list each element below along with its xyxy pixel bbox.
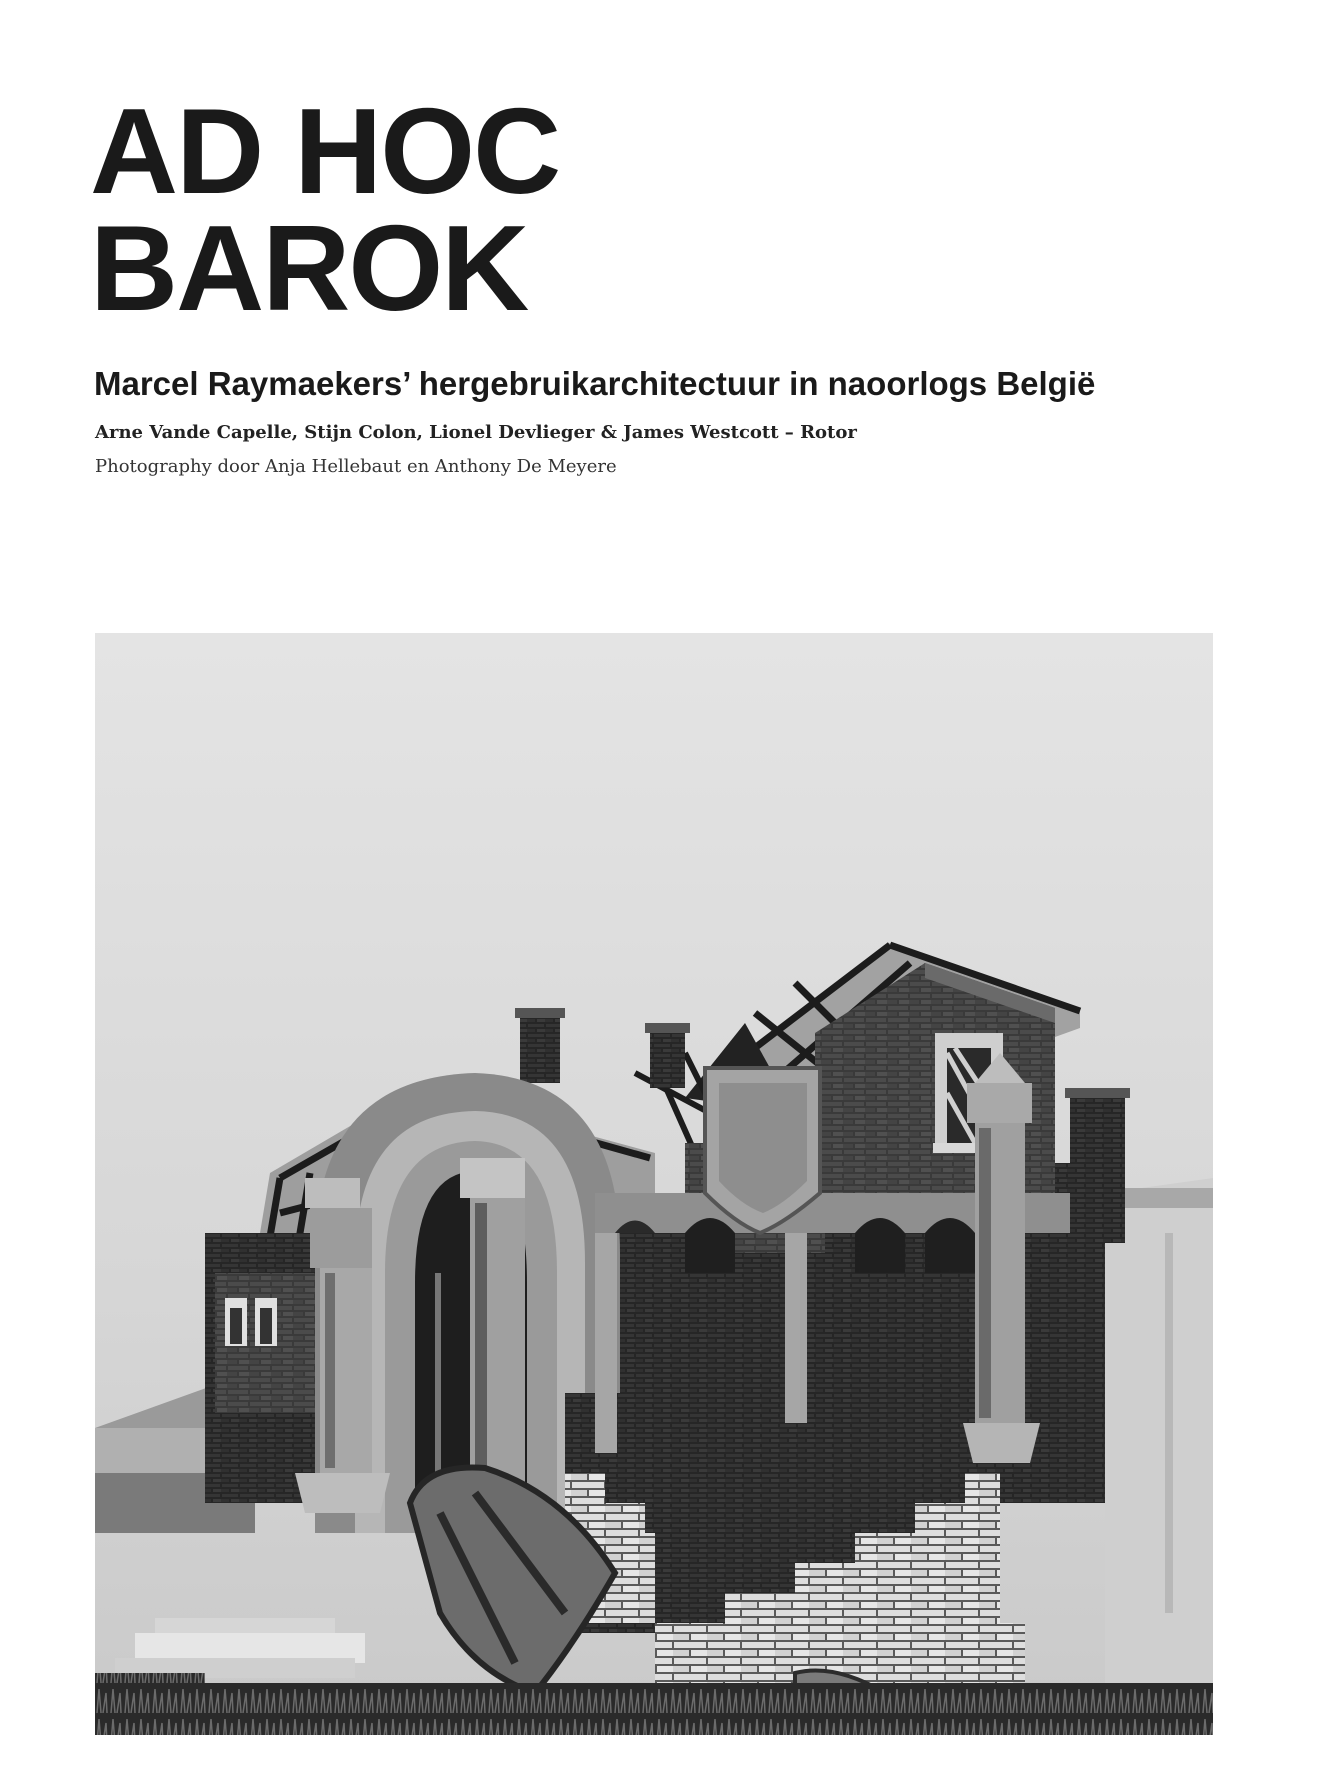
foreground-grass xyxy=(95,1683,1213,1735)
title-line-2: BAROK xyxy=(90,200,528,336)
small-windows-left xyxy=(215,1273,315,1413)
right-side-building xyxy=(1105,1178,1213,1735)
foreground-grass-left xyxy=(95,1673,205,1735)
heraldic-shield-panel xyxy=(705,1068,820,1233)
photography-credit: Photography door Anja Hellebaut en Anthony De Meyere xyxy=(95,456,617,477)
subtitle: Marcel Raymaekers’ hergebruikarchitectuur in naoorlogs België xyxy=(94,365,1096,402)
title-line-1: AD HOC xyxy=(90,83,560,219)
authors-credit: Arne Vande Capelle, Stijn Colon, Lionel Devlieger & James Westcott – Rotor xyxy=(95,422,857,443)
cover-photo xyxy=(95,633,1213,1735)
cover-photo-illustration xyxy=(95,633,1213,1735)
